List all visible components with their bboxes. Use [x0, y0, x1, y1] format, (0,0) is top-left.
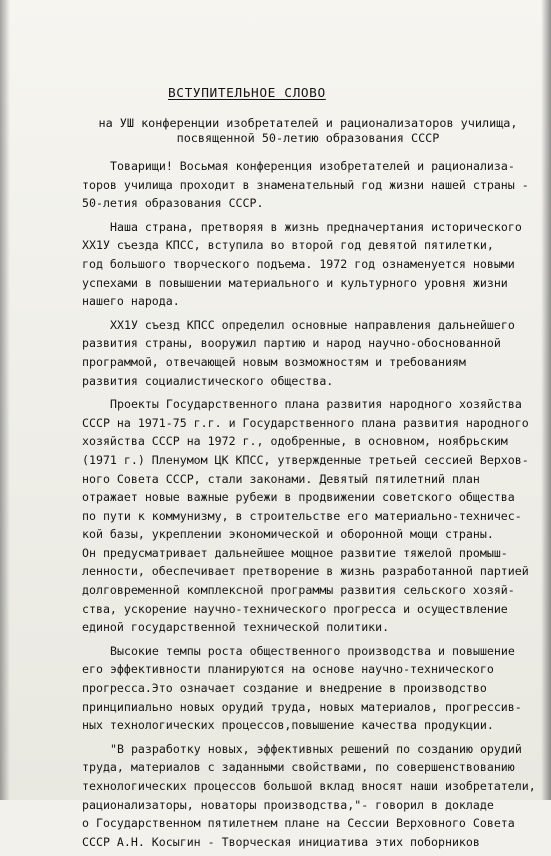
- text-line: ленности, обеспечивает претворение в жизнь разработанной партией: [82, 564, 529, 579]
- text-line: успехами в повышении материального и культурного уровня жизни: [82, 275, 508, 290]
- text-line: по пути к коммунизму, в строительстве его материально-техничес-: [82, 508, 522, 523]
- text-line: технологических процессов большой вклад вносят наши изобретатели,: [82, 779, 536, 793]
- text-line: ного Совета СССР, стали законами. Девятый пятилетний план: [82, 471, 480, 486]
- text-line: долговременной комплексной программы развития сельского хозяй-: [82, 583, 515, 598]
- document-title: ВСТУПИТЕЛЬНОЕ СЛОВО: [168, 86, 326, 101]
- paragraph: [82, 395, 544, 637]
- scan-edge-left: [0, 0, 10, 800]
- text-line: "В разработку новых, эффективных решений по созданию орудий: [110, 741, 522, 756]
- text-line: программой, отвечающей новым возможностям и требованиям: [82, 354, 466, 369]
- text-line: развития страны, вооружил партию и народ научно-обоснованной: [82, 336, 501, 351]
- text-line: нашего народа.: [82, 294, 180, 309]
- text-line: развития социалистического общества.: [82, 373, 334, 388]
- text-line: год большого творческого подъема. 1972 год ознаменуется новыми: [82, 256, 515, 271]
- text-line: хозяйства СССР на 1972 г., одобренные, в основном, ноябрьским: [82, 434, 508, 449]
- subtitle-line: посвященной 50-летию образования СССР: [176, 131, 440, 145]
- text-line: кой базы, укреплении экономической и оборонной мощи страны.: [82, 527, 494, 542]
- paragraph: [82, 642, 544, 735]
- text-line: Высокие темпы роста общественного производства и повышение: [110, 643, 515, 658]
- text-line: ных технологических процессов,повышение качества продукции.: [82, 718, 494, 733]
- text-line: Проекты Государственного плана развития народного хозяйства: [110, 397, 522, 412]
- text-line: о Государственном пятилетнем плане на Сессии Верховного Совета: [82, 816, 515, 831]
- document-subtitle: [88, 116, 528, 146]
- text-line: ства, ускорение научно-технического прогресса и осуществление: [82, 601, 508, 616]
- text-line: единой государственной технической политики.: [82, 620, 390, 635]
- text-line: СССР А.Н. Косыгин - Творческая инициатива этих поборников: [82, 834, 480, 849]
- paragraph: [82, 316, 544, 390]
- text-line: Товарищи! Восьмая конференция изобретателей и рационализа-: [110, 159, 515, 173]
- paragraph: [82, 157, 544, 213]
- text-line: СССР на 1971-75 г.г. и Государственного плана развития народного: [82, 415, 529, 430]
- subtitle-line: на УШ конференции изобретателей и рационализаторов училища,: [98, 116, 518, 130]
- text-line: ХХ1У съезд КПСС определил основные направления дальнейшего: [110, 317, 515, 332]
- document-body: [82, 157, 544, 856]
- text-line: Он предусматривает дальнейшее мощное развитие тяжелой промыш-: [82, 545, 508, 560]
- text-line: труда, материалов с заданными свойствами, по совершенствованию: [82, 760, 515, 775]
- text-line: прогресса.Это означает создание и внедрение в производство: [82, 681, 487, 696]
- text-line: рационализаторы, новаторы производства,"- говорил в докладе: [82, 797, 494, 812]
- text-line: принципиально новых орудий труда, новых материалов, прогрессив-: [82, 699, 522, 714]
- text-line: отражает новые важные рубежи в продвижении советского общества: [82, 490, 515, 505]
- text-line: Наша страна, претворяя в жизнь предначертания исторического: [110, 219, 522, 234]
- text-line: его эффективности планируются на основе научно-технического: [82, 662, 494, 677]
- text-line: торов училища проходит в знаменательный год жизни нашей страны -: [82, 177, 529, 192]
- text-line: ХХ1У съезда КПСС, вступила во второй год девятой пятилетки,: [82, 238, 494, 253]
- text-line: (1971 г.) Пленумом ЦК КПСС, утвержденные третьей сессией Верхов-: [82, 452, 529, 467]
- text-line: 50-летия образования СССР.: [82, 196, 264, 211]
- paragraph: [82, 218, 544, 311]
- paragraph: [82, 740, 544, 852]
